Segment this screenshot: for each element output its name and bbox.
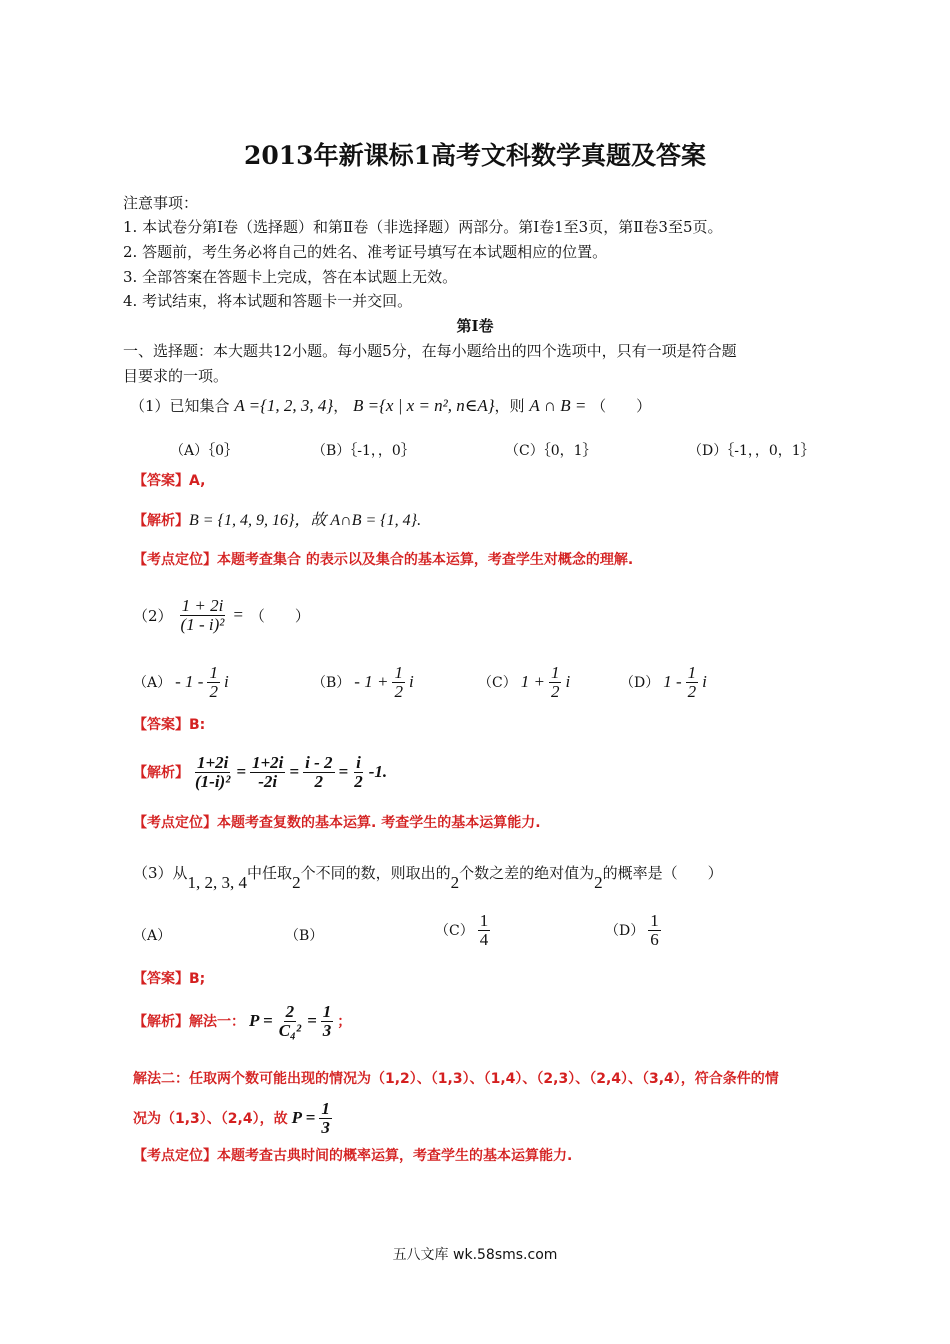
denominator: 6	[650, 929, 659, 949]
q2-point: 【考点定位】本题考查复数的基本运算. 考查学生的基本运算能力.	[133, 815, 541, 831]
denominator: -2i	[258, 771, 278, 791]
q2-fraction	[179, 597, 227, 634]
numerator: 1+2i	[252, 753, 284, 772]
q3-text: 的概率是（ ）	[602, 864, 723, 882]
option-label: （A）	[133, 675, 172, 692]
q1-answer: 【答案】A,	[133, 473, 206, 489]
option-fraction	[648, 912, 661, 949]
denominator: 2	[314, 771, 324, 791]
numerator: 1	[209, 663, 218, 682]
q1-answer-paren: （ ）	[591, 397, 652, 415]
q3-method-2-prefix: P =	[291, 1108, 316, 1128]
numerator: 1	[479, 911, 489, 930]
section-title: 第Ⅰ卷	[456, 317, 494, 335]
denominator: 2	[394, 681, 403, 701]
q2-option-b	[312, 664, 414, 701]
notice-item: 3. 全部答案在答题卡上完成，答在本试题上无效。	[123, 268, 458, 286]
part-intro: 一、选择题：本大题共12小题。每小题5分，在每小题给出的四个选项中，只有一项是符合题	[123, 342, 737, 360]
q2-numerator: 1 + 2i	[181, 596, 224, 615]
q3-analysis-prefix: P =	[249, 1011, 273, 1031]
q2-equals: =	[232, 605, 244, 625]
q3-text: （3）从	[133, 864, 188, 882]
option-label: （B）	[312, 675, 351, 692]
q2-label: （2）	[133, 606, 173, 625]
q2-step-2	[250, 754, 285, 791]
numerator: 1	[687, 663, 697, 682]
numerator: i - 2	[305, 753, 333, 772]
q3-math: 2	[594, 873, 603, 892]
q1-expression: A ∩ B =	[529, 396, 587, 415]
option-suffix: i	[565, 672, 571, 692]
notice-item: 2. 答题前，考生务必将自己的姓名、准考证号填写在本试题相应的位置。	[123, 243, 608, 261]
q3-method-2: 解法二：任取两个数可能出现的情况为（1,2）、（1,3）、（1,4）、（2,3）、（2,4）、（3,4），符合条件的情	[133, 1071, 779, 1087]
q1-sep: ，	[333, 397, 349, 415]
q3-analysis-fraction	[277, 1003, 303, 1040]
question-2-stem	[133, 597, 310, 634]
question-1-stem	[130, 395, 651, 416]
option-suffix: i	[408, 672, 414, 692]
q3-analysis-equals: =	[307, 1011, 317, 1031]
q2-option-c	[478, 664, 570, 701]
numerator: 1	[321, 1099, 330, 1118]
option-prefix: - 1 +	[354, 672, 389, 692]
q3-math: 1, 2, 3, 4	[187, 873, 248, 892]
q1-option-a: （A）｛0｝	[170, 443, 239, 459]
part-intro-cont: 目要求的一项。	[123, 367, 229, 385]
q2-tail: -1.	[368, 762, 388, 782]
denominator: (1-i)²	[195, 771, 231, 791]
option-label: （D）	[620, 675, 660, 692]
q2-option-a	[133, 664, 229, 701]
denominator: 2	[550, 681, 560, 701]
denominator: 4	[479, 929, 489, 949]
option-suffix: i	[702, 672, 707, 692]
q3-text: 个数之差的绝对值为	[459, 864, 595, 882]
q3-method-2-fraction	[319, 1100, 332, 1137]
option-label: （D）	[605, 923, 645, 940]
q1-option-b: （B）｛-1，，0｝	[312, 443, 415, 459]
q2-denominator: (1 - i)²	[180, 614, 225, 634]
option-fraction	[686, 664, 699, 701]
option-prefix: 1 +	[520, 672, 545, 692]
option-label: （C）	[478, 675, 517, 692]
q3-analysis-result	[321, 1003, 334, 1040]
option-fraction	[392, 664, 405, 701]
q3-point: 【考点定位】本题考查古典时间的概率运算，考查学生的基本运算能力.	[133, 1148, 573, 1164]
q1-sep: ，则	[494, 397, 525, 415]
q1-set-b: B ={x | x = n², n∈A}	[353, 396, 495, 415]
denominator: C₄²	[278, 1020, 302, 1040]
q2-step-1	[193, 754, 232, 791]
option-fraction	[207, 664, 220, 701]
numerator: 1	[650, 911, 659, 930]
q3-option-a: （A）	[133, 928, 172, 944]
notice-item: 1. 本试卷分第Ⅰ卷（选择题）和第Ⅱ卷（非选择题）两部分。第Ⅰ卷1至3页，第Ⅱ卷3至5页。	[123, 218, 723, 236]
option-label: （C）	[435, 923, 474, 940]
q3-analysis-label: 【解析】解法一：	[133, 1014, 245, 1031]
q2-analysis-label: 【解析】	[133, 765, 189, 782]
question-3-stem	[133, 862, 723, 892]
denominator: 2	[209, 681, 218, 701]
footer-watermark: 五八文库 wk.58sms.com	[392, 1247, 558, 1263]
q2-option-d	[620, 664, 707, 701]
q2-step-3	[303, 754, 334, 791]
notice-heading: 注意事项：	[123, 194, 199, 212]
q2-analysis: 【解析】 $\frac{1+2i}{\text{(1-i)²}}$ = $\frac{1+2i}{-2i}$ = $\frac{i - 2}{2}$ = $\frac{i}{2}$ -1.	[133, 753, 388, 791]
numerator: 1+2i	[196, 753, 229, 772]
q2-answer: 【答案】B:	[133, 717, 206, 733]
document-title: 2013年新课标1高考文科数学真题及答案	[244, 141, 706, 170]
q3-math: 2	[292, 873, 301, 892]
q1-point: 【考点定位】本题考查集合 的表示以及集合的基本运算，考查学生对概念的理解.	[133, 552, 634, 568]
q3-option-c	[435, 912, 490, 949]
q1-option-c: （C）｛0，1｝	[505, 443, 597, 459]
q3-answer: 【答案】B;	[133, 971, 206, 987]
option-fraction	[549, 664, 562, 701]
denominator: 3	[322, 1020, 332, 1040]
q1-label: （1）已知集合	[130, 397, 230, 415]
q3-method-2-text: 况为（1,3）、（2,4），故	[133, 1111, 288, 1128]
q1-analysis-label: 【解析】	[133, 513, 189, 529]
q3-method-2-cont	[133, 1100, 332, 1137]
numerator: 1	[550, 663, 560, 682]
q1-analysis	[133, 507, 421, 530]
denominator: 3	[321, 1117, 330, 1137]
option-prefix: - 1 -	[175, 672, 204, 692]
numerator: 1	[394, 663, 403, 682]
option-prefix: 1 -	[663, 672, 682, 692]
q3-option-d	[605, 912, 661, 949]
q2-step-4	[352, 754, 365, 791]
q3-text: 中任取	[247, 864, 293, 882]
numerator: 1	[322, 1002, 332, 1021]
q3-math: 2	[450, 873, 460, 892]
notice-item: 4. 考试结束，将本试题和答题卡一并交回。	[123, 292, 413, 310]
q3-option-b: （B）	[285, 928, 324, 944]
denominator: 2	[354, 771, 363, 791]
denominator: 2	[687, 681, 697, 701]
numerator: i	[356, 753, 361, 772]
q3-text: 个不同的数，则取出的	[300, 864, 451, 882]
q3-analysis-suffix: ；	[337, 1014, 352, 1031]
q1-set-a: A ={1, 2, 3, 4}	[234, 396, 334, 415]
q1-option-d: （D）｛-1，，0，1｝	[688, 443, 815, 459]
option-suffix: i	[223, 672, 229, 692]
q2-answer-paren: （ ）	[249, 606, 310, 625]
option-fraction	[478, 912, 491, 949]
q1-analysis-text: B = {1, 4, 9, 16}，故 A∩B = {1, 4}.	[189, 512, 422, 529]
numerator: 2	[285, 1002, 295, 1021]
q3-analysis	[133, 1003, 351, 1040]
